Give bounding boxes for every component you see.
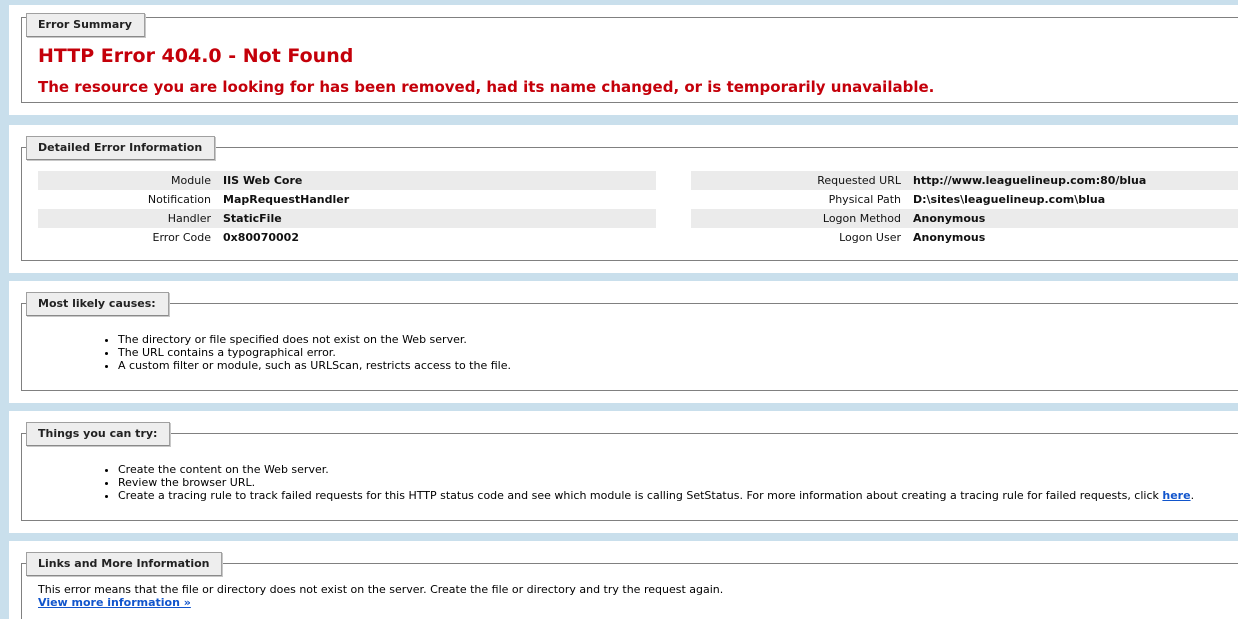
- table-row: [691, 209, 1238, 228]
- list-item: • A custom filter or module, such as URLScan, restricts access to the file.: [118, 359, 511, 372]
- error-message: The resource you are looking for has been removed, had its name changed, or is temporarily unavailable.: [38, 78, 935, 96]
- legend-line: [171, 433, 1238, 434]
- tracing-rule-period: .: [1190, 489, 1195, 502]
- here-link[interactable]: here: [1162, 489, 1191, 502]
- list-item: • Create the content on the Web server.: [118, 463, 1194, 476]
- legend-line: [226, 563, 1238, 564]
- module-value: IIS Web Core: [223, 171, 656, 190]
- table-row: [691, 228, 1238, 247]
- handler-label: Handler: [38, 209, 223, 228]
- table-row: [38, 171, 656, 190]
- table-row: [691, 171, 1238, 190]
- list-item: [118, 489, 1194, 502]
- detailed-error-legend: Detailed Error Information: [26, 136, 215, 160]
- logon-user-label: Logon User: [839, 231, 901, 244]
- error-summary-legend: Error Summary: [26, 13, 145, 37]
- table-row: [38, 228, 656, 247]
- handler-value: StaticFile: [223, 209, 656, 228]
- legend-line: [219, 147, 1238, 148]
- list-item: • The directory or file specified does not exist on the Web server.: [118, 333, 511, 346]
- error-title: HTTP Error 404.0 - Not Found: [38, 45, 354, 67]
- table-row: [691, 190, 1238, 209]
- logon-method-value: Anonymous: [913, 209, 1238, 228]
- error-code-label: Error Code: [152, 231, 211, 244]
- requested-url-value: http://www.leaguelineup.com:80/blua: [913, 171, 1238, 190]
- list-item: • The URL contains a typographical error.: [118, 346, 511, 359]
- logon-method-label: Logon Method: [691, 209, 913, 228]
- error-summary-panel: [9, 5, 1238, 115]
- causes-panel: [9, 281, 1238, 403]
- legend-line: [148, 17, 1238, 18]
- notification-label: Notification: [147, 193, 211, 206]
- detailed-error-panel: [9, 125, 1238, 273]
- links-legend: Links and More Information: [26, 552, 222, 576]
- detail-table-right: [691, 171, 1238, 247]
- causes-legend: Most likely causes:: [26, 292, 169, 316]
- table-row: [38, 209, 656, 228]
- physical-path-value: D:\sites\leaguelineup.com\blua: [913, 193, 1106, 206]
- logon-user-value: Anonymous: [913, 231, 986, 244]
- table-row: [38, 190, 656, 209]
- detail-table-left: [38, 171, 656, 247]
- notification-value: MapRequestHandler: [223, 193, 350, 206]
- physical-path-label: Physical Path: [828, 193, 901, 206]
- links-panel: [9, 541, 1238, 619]
- module-label: Module: [38, 171, 223, 190]
- tracing-rule-text: Create a tracing rule to track failed requests for this HTTP status code and see which module is calling SetStatus. For more information about creating a tracing rule for failed requests, click: [118, 489, 1163, 502]
- view-more-information-link[interactable]: View more information »: [38, 596, 191, 609]
- try-panel: [9, 411, 1238, 533]
- requested-url-label: Requested URL: [691, 171, 913, 190]
- list-item: • Review the browser URL.: [118, 476, 1194, 489]
- links-description: This error means that the file or directory does not exist on the server. Create the file or directory and try the request again.: [38, 583, 724, 596]
- error-code-value: 0x80070002: [223, 231, 299, 244]
- try-legend: Things you can try:: [26, 422, 170, 446]
- legend-line: [169, 303, 1238, 304]
- try-list: [101, 463, 1194, 502]
- causes-list: [101, 333, 511, 372]
